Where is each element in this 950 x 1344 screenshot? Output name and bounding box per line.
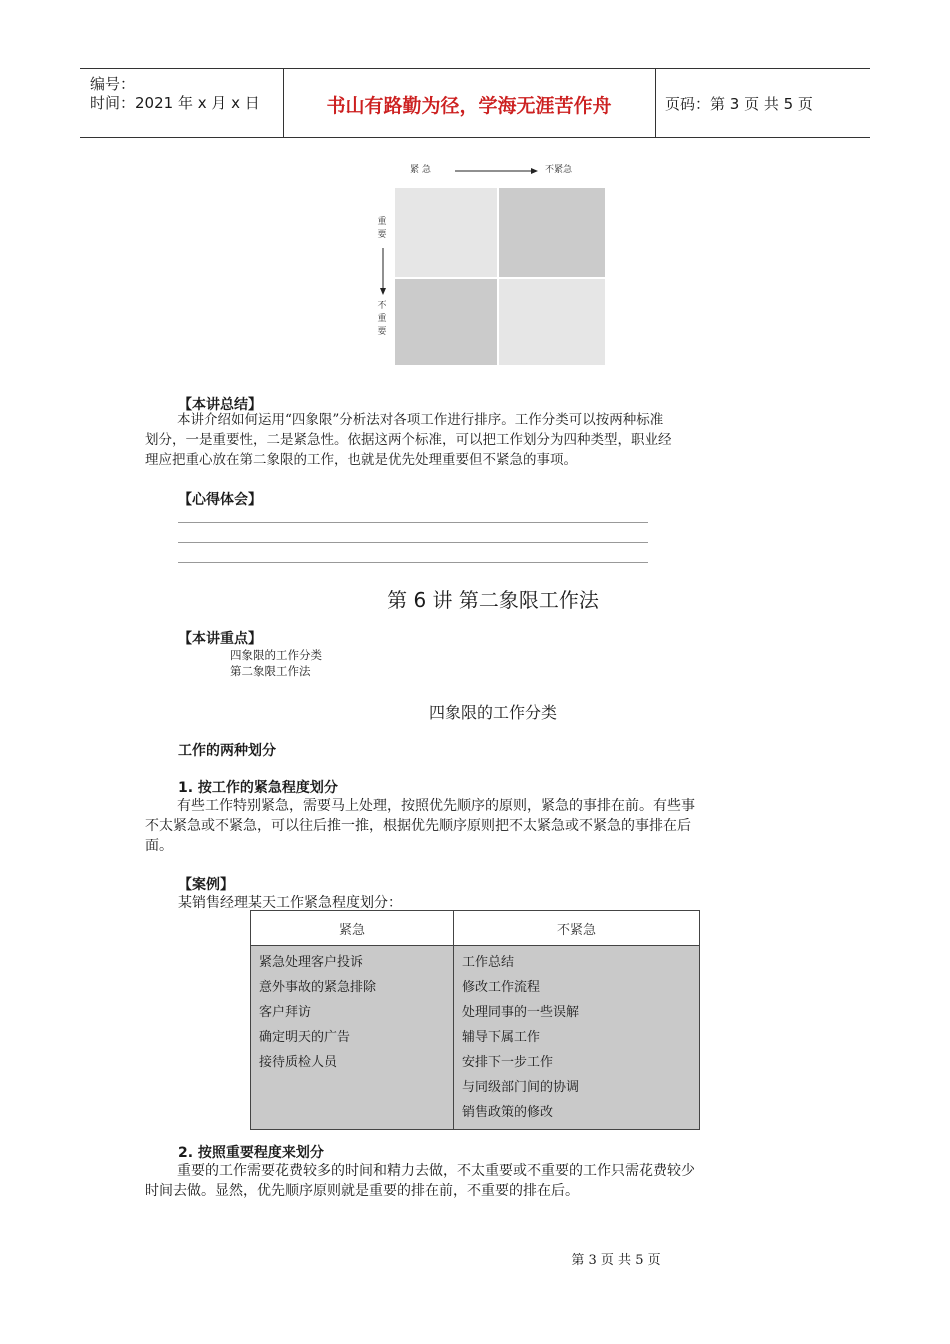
matrix-horizontal-arrow: [455, 166, 539, 176]
table-cell: 安排下一步工作: [462, 1055, 554, 1070]
table-cell: 确定明天的广告: [259, 1030, 351, 1045]
table-cell: 意外事故的紧急排除: [259, 980, 377, 995]
lecture-title: 第 6 讲 第二象限工作法: [387, 588, 599, 612]
case-intro: 某销售经理某天工作紧急程度划分：: [178, 895, 402, 911]
header-motto: 书山有路勤为径，学海无涯苦作舟: [326, 95, 612, 117]
case-table: [250, 910, 700, 1130]
matrix-vertical-arrow: [378, 248, 388, 296]
case-heading: 【案例】: [178, 877, 234, 893]
matrix-urgent-label: 紧 急: [410, 165, 431, 175]
document-header: [80, 68, 870, 138]
part2-heading: 2. 按照重要程度来划分: [178, 1145, 324, 1161]
table-cell: 辅导下属工作: [462, 1030, 541, 1045]
table-cell: 销售政策的修改: [462, 1105, 554, 1120]
table-cell: 紧急处理客户投诉: [259, 955, 364, 970]
reflection-heading: 【心得体会】: [178, 492, 262, 508]
table-cell: 接待质检人员: [259, 1055, 338, 1070]
matrix-not-important-label: 不 重 要: [377, 301, 387, 337]
table-cell: 修改工作流程: [462, 980, 541, 995]
quadrant-important-urgent: [395, 188, 497, 277]
table-cell: 处理同事的一些误解: [462, 1005, 580, 1020]
footer-page-number: 第 3 页 共 5 页: [571, 1253, 661, 1268]
case-table-urgent-column: [251, 946, 454, 1130]
case-table-not-urgent-column: [454, 946, 700, 1130]
quadrant-not-important-not-urgent: [499, 279, 605, 365]
summary-heading: 【本讲总结】: [178, 397, 262, 413]
matrix-important-label: 重 要: [377, 217, 387, 240]
doc-date-label: 时间：2021 年 x 月 x 日: [90, 94, 260, 112]
summary-paragraph: 本讲介绍如何运用“四象限”分析法对各项工作进行排序。工作分类可以按两种标准 划分，一是重要性，二是紧急性。依据这两个标准，可以把工作划分为四种类型，职业经 理应把重心放在第二象限的工作，也就是优先处理重要但不紧急的事项。: [145, 412, 672, 468]
part1-paragraph: 有些工作特别紧急，需要马上处理，按照优先顺序的原则，紧急的事排在前。有些事 不太紧急或不紧急，可以往后推一推，根据优先顺序原则把不太紧急或不紧急的事排在后 面。: [145, 798, 695, 854]
reflection-line: [178, 542, 648, 543]
case-table-header-not-urgent: 不紧急: [454, 911, 700, 946]
focus-item: 四象限的工作分类: [230, 648, 322, 662]
part1-heading: 1. 按工作的紧急程度划分: [178, 780, 338, 796]
focus-list: [230, 647, 322, 679]
doc-number-label: 编号：: [90, 75, 136, 93]
reflection-line: [178, 522, 648, 523]
focus-heading: 【本讲重点】: [178, 631, 262, 647]
subsection-title: 工作的两种划分: [178, 743, 276, 759]
quadrant-not-important-urgent: [395, 279, 497, 365]
reflection-line: [178, 562, 648, 563]
matrix-not-urgent-label: 不紧急: [545, 165, 573, 175]
quadrant-important-not-urgent: [499, 188, 605, 277]
case-table-header-urgent: 紧急: [251, 911, 454, 946]
table-cell: 客户拜访: [259, 1005, 312, 1020]
header-divider: [655, 69, 656, 137]
table-cell: 与同级部门间的协调: [462, 1080, 580, 1095]
part2-paragraph: 重要的工作需要花费较多的时间和精力去做，不太重要或不重要的工作只需花费较少 时间去做。显然，优先顺序原则就是重要的排在前，不重要的排在后。: [145, 1163, 695, 1199]
table-cell: 工作总结: [462, 955, 515, 970]
header-page-number: 页码：第 3 页 共 5 页: [665, 95, 813, 113]
section-title: 四象限的工作分类: [428, 703, 557, 722]
focus-item: 第二象限工作法: [230, 664, 311, 678]
